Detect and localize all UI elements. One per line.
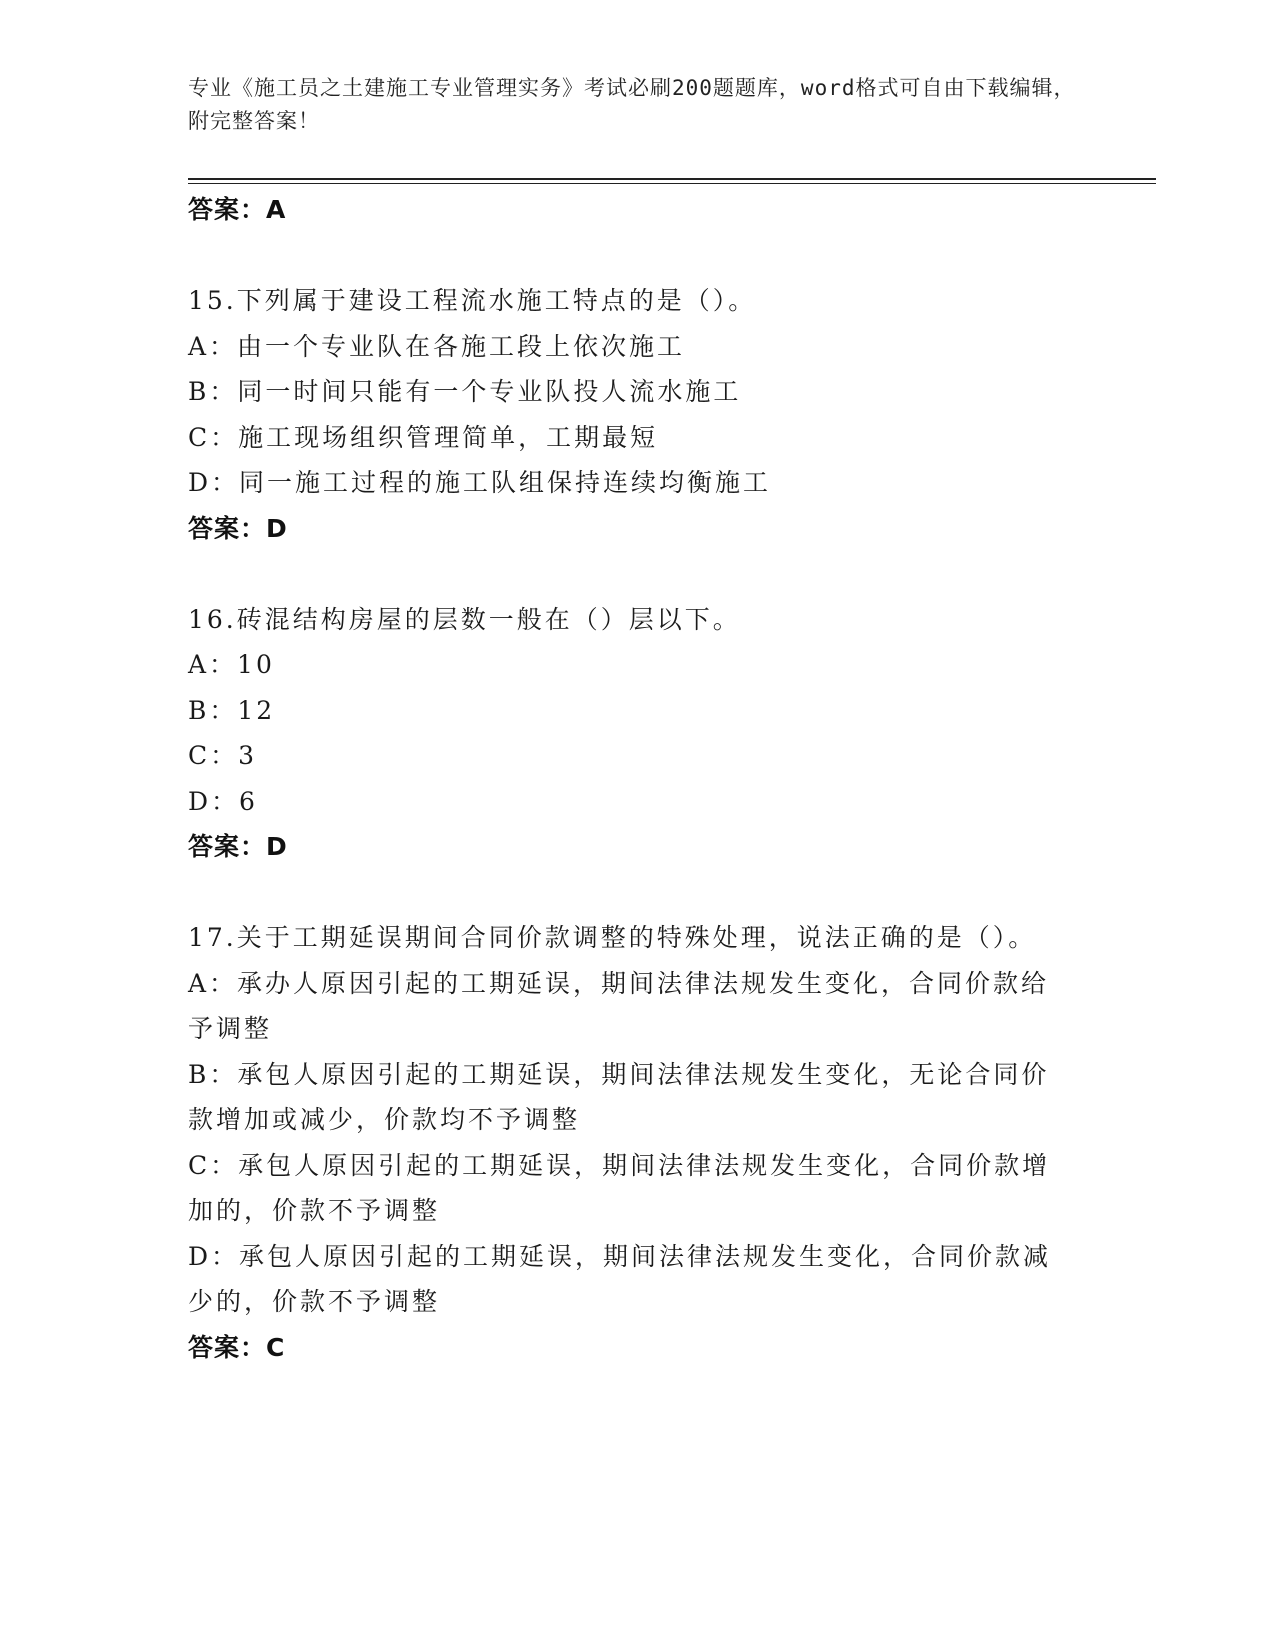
previous-answer: 答案：A bbox=[188, 195, 287, 224]
option-c: C：3 bbox=[188, 741, 258, 770]
question-block bbox=[188, 915, 1088, 1370]
option-c: C：施工现场组织管理简单，工期最短 bbox=[188, 422, 659, 452]
option-b: B：承包人原因引起的工期延误，期间法律法规发生变化，无论合同价款增加或减少，价款均不予调整 bbox=[188, 1059, 1050, 1134]
option-d: D：6 bbox=[188, 786, 258, 816]
spacer bbox=[188, 233, 1088, 279]
option-b: B：12 bbox=[188, 695, 276, 725]
spacer bbox=[188, 551, 1088, 597]
option-a: A：10 bbox=[188, 650, 275, 679]
question-block bbox=[188, 597, 1088, 870]
answer: 答案：C bbox=[188, 1332, 286, 1362]
header-rule-thick bbox=[188, 178, 1156, 180]
page-header: 专业《施工员之土建施工专业管理实务》考试必刷200题题库，word格式可自由下载编辑，附完整答案！ bbox=[188, 76, 1076, 133]
spacer bbox=[188, 870, 1088, 916]
option-a: A：由一个专业队在各施工段上依次施工 bbox=[188, 331, 686, 361]
option-d: D：同一施工过程的施工队组保持连续均衡施工 bbox=[188, 468, 772, 497]
option-a: A：承办人原因引起的工期延误，期间法律法规发生变化，合同价款给予调整 bbox=[188, 968, 1050, 1043]
answer: 答案：D bbox=[188, 832, 288, 861]
question-stem: 15.下列属于建设工程流水施工特点的是（）。 bbox=[188, 286, 757, 315]
question-block bbox=[188, 278, 1088, 551]
option-c: C：承包人原因引起的工期延误，期间法律法规发生变化，合同价款增加的，价款不予调整 bbox=[188, 1150, 1051, 1225]
header-rule-thin bbox=[188, 183, 1156, 184]
question-stem: 16.砖混结构房屋的层数一般在（）层以下。 bbox=[188, 604, 741, 634]
answer: 答案：D bbox=[188, 513, 288, 543]
question-stem: 17.关于工期延误期间合同价款调整的特殊处理，说法正确的是（）。 bbox=[188, 923, 1037, 952]
option-b: B：同一时间只能有一个专业队投人流水施工 bbox=[188, 377, 742, 406]
question-content bbox=[188, 187, 1088, 1370]
option-d: D：承包人原因引起的工期延误，期间法律法规发生变化，合同价款减少的，价款不予调整 bbox=[188, 1241, 1052, 1316]
